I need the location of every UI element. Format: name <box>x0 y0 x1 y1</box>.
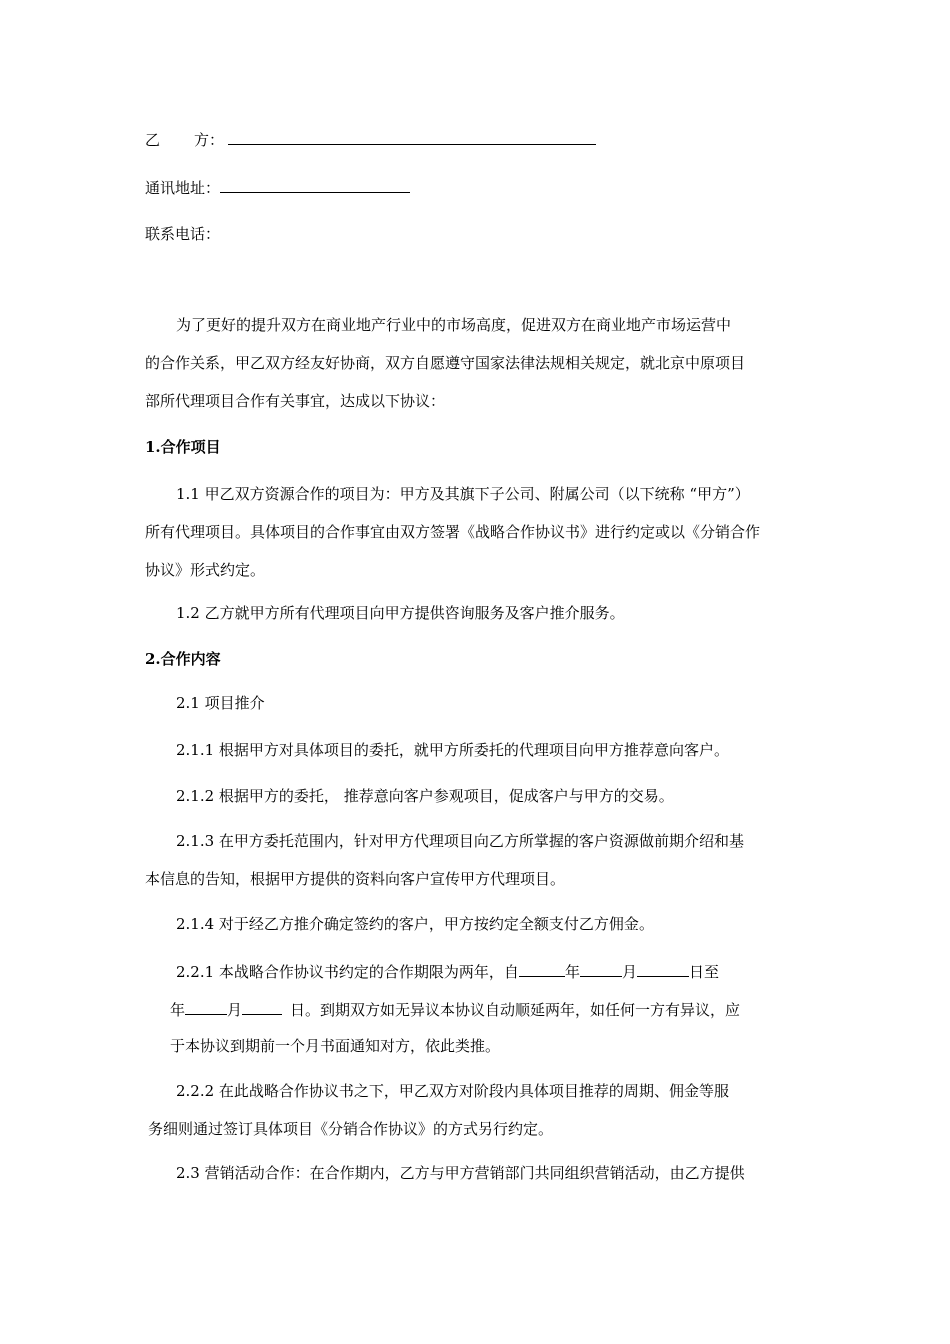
clause-2-1-1: 2.1.1 根据甲方对具体项目的委托，就甲方所委托的代理项目向甲方推荐意向客户。 <box>176 741 729 759</box>
end-month-blank <box>185 998 227 1015</box>
clause-1-1-line-1: 1.1 甲乙双方资源合作的项目为：甲方及其旗下子公司、附属公司（以下统称 “甲方”） <box>176 485 750 503</box>
clause-2-2-1-line-3: 于本协议到期前一个月书面通知对方，依此类推。 <box>170 1037 501 1055</box>
section-2-heading: 2.合作内容 <box>145 650 221 668</box>
clause-2-1-2: 2.1.2 根据甲方的委托， 推荐意向客户参观项目，促成客户与甲方的交易。 <box>176 787 674 805</box>
intro-line-1: 为了更好的提升双方在商业地产行业中的市场高度，促进双方在商业地产市场运营中 <box>176 316 732 334</box>
clause-2-2-1-line-2 <box>170 998 740 1020</box>
clause-1-1-line-2: 所有代理项目。具体项目的合作事宜由双方签署《战略合作协议书》进行约定或以《分销合作 <box>145 523 761 541</box>
address-blank <box>220 176 410 193</box>
end-month-label: 月 <box>227 1001 243 1019</box>
clause-2-2-1-text-b: 日。到期双方如无异议本协议自动顺延两年，如任何一方有异议，应 <box>290 1001 741 1019</box>
start-day-blank <box>637 960 689 977</box>
end-year-label: 年 <box>170 1001 186 1019</box>
clause-1-2: 1.2 乙方就甲方所有代理项目向甲方提供咨询服务及客户推介服务。 <box>176 604 625 622</box>
party-b-name-blank <box>228 128 596 145</box>
end-day-blank <box>242 998 282 1015</box>
clause-2-2-2-line-1: 2.2.2 在此战略合作协议书之下，甲乙双方对阶段内具体项目推荐的周期、佣金等服 <box>176 1082 729 1100</box>
phone-row <box>145 224 220 244</box>
clause-2-1-4: 2.1.4 对于经乙方推介确定签约的客户，甲方按约定全额支付乙方佣金。 <box>176 915 654 933</box>
clause-2-1-3-line-1: 2.1.3 在甲方委托范围内，针对甲方代理项目向乙方所掌握的客户资源做前期介绍和基 <box>176 832 744 850</box>
phone-label: 联系电话： <box>145 225 221 243</box>
address-row <box>145 176 410 198</box>
clause-2-1: 2.1 项目推介 <box>176 694 265 712</box>
intro-line-3: 部所代理项目合作有关事宜，达成以下协议： <box>145 392 446 410</box>
start-month-label: 月 <box>621 963 637 981</box>
party-b-row <box>145 128 596 150</box>
clause-2-2-1-text-a: 2.2.1 本战略合作协议书约定的合作期限为两年，自 <box>176 963 519 981</box>
address-label: 通讯地址： <box>145 179 221 197</box>
party-b-label-a: 乙 <box>145 131 161 149</box>
party-b-label-b: 方： <box>194 131 225 149</box>
start-year-label: 年 <box>564 963 580 981</box>
intro-line-2: 的合作关系，甲乙双方经友好协商，双方自愿遵守国家法律法规相关规定，就北京中原项目 <box>145 354 746 372</box>
start-year-blank <box>519 960 565 977</box>
section-1-heading: 1.合作项目 <box>145 438 221 456</box>
clause-1-1-line-3: 协议》形式约定。 <box>145 561 266 579</box>
start-day-label: 日至 <box>688 963 719 981</box>
clause-2-2-2-line-2: 务细则通过签订具体项目《分销合作协议》的方式另行约定。 <box>148 1120 554 1138</box>
start-month-blank <box>580 960 622 977</box>
clause-2-1-3-line-2: 本信息的告知，根据甲方提供的资料向客户宣传甲方代理项目。 <box>145 870 566 888</box>
clause-2-2-1-line-1 <box>176 960 719 982</box>
clause-2-3-line-1: 2.3 营销活动合作：在合作期内，乙方与甲方营销部门共同组织营销活动，由乙方提供 <box>176 1164 745 1182</box>
